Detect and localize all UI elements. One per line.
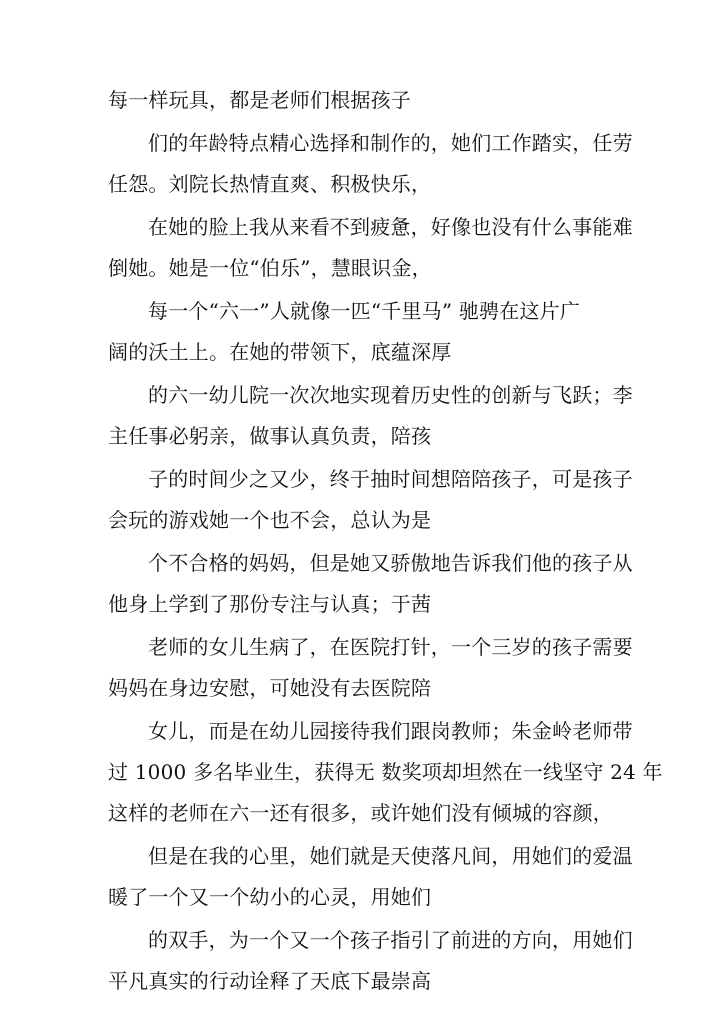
text-line: 暖了一个又一个幼小的心灵，用她们 — [108, 885, 432, 909]
text-line: 在她的脸上我从来看不到疲惫，好像也没有什么事能难 — [148, 215, 633, 239]
text-line: 这样的老师在六一还有很多，或许她们没有倾城的容颜， — [108, 801, 613, 825]
text-line: 会玩的游戏她一个也不会，总认为是 — [108, 508, 432, 532]
text-line: 的六一幼儿院一次次地实现着历史性的创新与飞跃；李 — [148, 383, 633, 407]
text-line: 主任事必躬亲，做事认真负责，陪孩 — [108, 424, 432, 448]
text-line: 阔的沃土上。在她的带领下，底蕴深厚 — [108, 340, 452, 364]
text-line: 子的时间少之又少，终于抽时间想陪陪孩子，可是孩子 — [148, 467, 633, 491]
text-line: 任怨。刘院长热情直爽、积极快乐， — [108, 172, 432, 196]
text-line: 个不合格的妈妈，但是她又骄傲地告诉我们他的孩子从 — [148, 551, 633, 575]
text-line: 每一个“六一”人就像一匹“千里马” 驰骋在这片广 — [148, 299, 581, 323]
text-line: 的双手，为一个又一个孩子指引了前进的方向，用她们 — [148, 928, 633, 952]
text-line: 平凡真实的行动诠释了天底下最崇高 — [108, 969, 432, 993]
text-line: 们的年龄特点精心选择和制作的，她们工作踏实，任劳 — [148, 131, 633, 155]
text-line: 但是在我的心里，她们就是天使落凡间，用她们的爱温 — [148, 844, 633, 868]
text-line: 过 1000 多名毕业生，获得无 数奖项却坦然在一线坚守 24 年 — [108, 760, 663, 784]
text-line: 妈妈在身边安慰，可她没有去医院陪 — [108, 676, 432, 700]
text-line: 他身上学到了那份专注与认真；于茜 — [108, 592, 432, 616]
text-line: 老师的女儿生病了，在医院打针，一个三岁的孩子需要 — [148, 635, 633, 659]
text-line: 倒她。她是一位“伯乐”，慧眼识金， — [108, 256, 432, 280]
text-line: 女儿，而是在幼儿园接待我们跟岗教师；朱金岭老师带 — [148, 719, 633, 743]
text-line: 每一样玩具，都是老师们根据孩子 — [108, 88, 411, 112]
